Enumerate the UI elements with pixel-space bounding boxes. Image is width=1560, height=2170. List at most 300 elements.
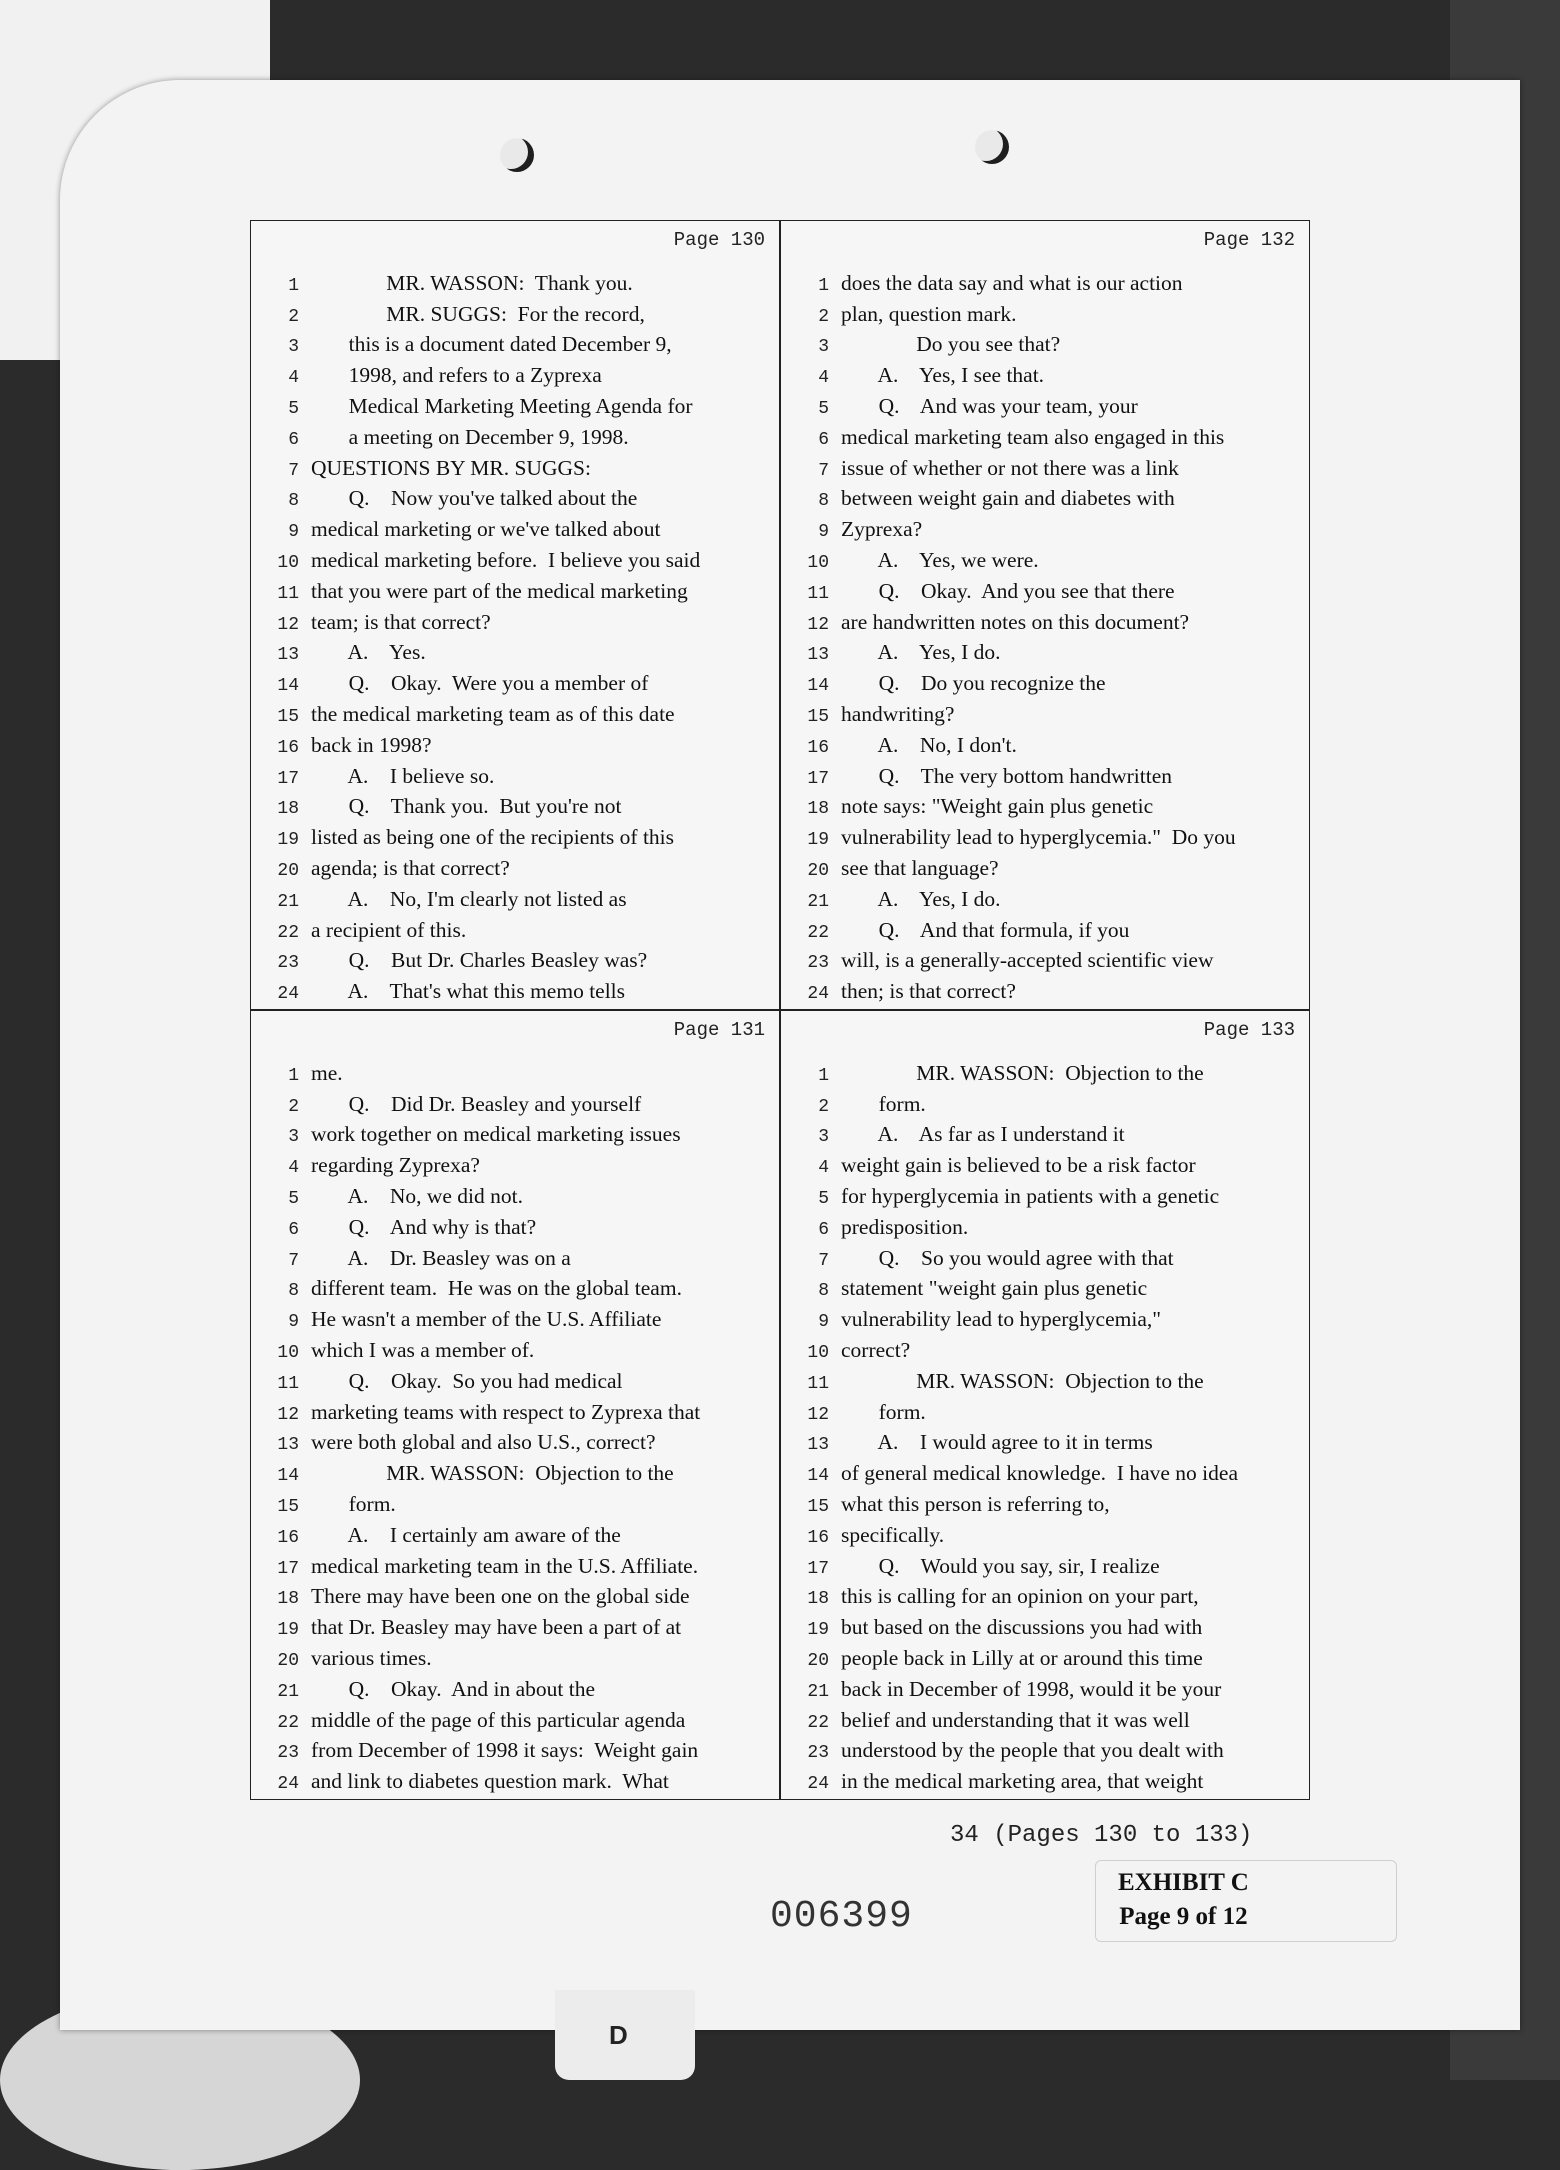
transcript-line: [251, 1609, 779, 1640]
line-number: 3: [818, 1127, 829, 1148]
line-text: A. No, I don't.: [841, 732, 1017, 757]
line-number: 10: [807, 552, 829, 573]
transcript-line: [781, 819, 1309, 850]
line-text: statement "weight gain plus genetic: [841, 1276, 1148, 1301]
line-text: me.: [311, 1060, 343, 1085]
line-text: A. I would agree to it in terms: [841, 1430, 1153, 1455]
line-number: 9: [818, 522, 829, 543]
transcript-line: [781, 1240, 1309, 1271]
line-number: 19: [277, 1620, 299, 1641]
line-number: 13: [807, 645, 829, 666]
transcript-line: [781, 1117, 1309, 1148]
line-number: 6: [288, 429, 299, 450]
line-number: 10: [807, 1342, 829, 1363]
punch-hole-right: [975, 130, 1009, 164]
transcript-line: [781, 296, 1309, 327]
index-tab-letter: D: [609, 2020, 628, 2050]
line-number: 5: [288, 398, 299, 419]
line-number: 22: [277, 922, 299, 943]
line-text: the medical marketing team as of this date: [311, 701, 675, 726]
line-number: 24: [807, 1774, 829, 1795]
line-text: MR. WASSON: Objection to the: [841, 1060, 1204, 1085]
transcript-line: [781, 265, 1309, 296]
line-number: 23: [807, 953, 829, 974]
line-number: 17: [277, 768, 299, 789]
transcript-line: [781, 973, 1309, 1004]
line-text: Q. Did Dr. Beasley and yourself: [311, 1091, 642, 1116]
line-text: in the medical marketing area, that weight: [841, 1769, 1204, 1794]
line-number: 16: [277, 737, 299, 758]
transcript-line: [781, 1394, 1309, 1425]
transcript-line: [251, 1271, 779, 1302]
line-number: 2: [288, 1096, 299, 1117]
punch-hole-left: [500, 138, 534, 172]
line-text: MR. WASSON: Objection to the: [841, 1368, 1204, 1393]
line-text: handwriting?: [841, 701, 955, 726]
transcript-line: [781, 1486, 1309, 1517]
line-number: 7: [818, 460, 829, 481]
line-number: 18: [807, 1589, 829, 1610]
transcript-line: [781, 850, 1309, 881]
line-text: belief and understanding that it was well: [841, 1707, 1190, 1732]
line-text: a recipient of this.: [311, 917, 467, 942]
transcript-line: [251, 665, 779, 696]
line-text: medical marketing before. I believe you said: [311, 547, 701, 572]
transcript-line: [251, 1117, 779, 1148]
line-number: 23: [277, 953, 299, 974]
line-text: medical marketing team in the U.S. Affiliate.: [311, 1553, 699, 1578]
line-text: A. Dr. Beasley was on a: [311, 1245, 571, 1270]
line-number: 23: [277, 1743, 299, 1764]
line-text: Q. Now you've talked about the: [311, 486, 638, 511]
line-text: between weight gain and diabetes with: [841, 486, 1175, 511]
line-number: 7: [288, 460, 299, 481]
transcript-line: [251, 943, 779, 974]
transcript-line: [781, 727, 1309, 758]
line-number: 11: [807, 1373, 829, 1394]
line-number: 14: [277, 676, 299, 697]
line-text: listed as being one of the recipients of this: [311, 825, 675, 850]
transcript-page-132: [780, 220, 1310, 1010]
line-number: 6: [288, 1219, 299, 1240]
line-text: He wasn't a member of the U.S. Affiliate: [311, 1307, 662, 1332]
line-text: Q. But Dr. Charles Beasley was?: [311, 948, 648, 973]
line-number: 9: [288, 1312, 299, 1333]
transcript-line: [251, 1086, 779, 1117]
transcript-line: [251, 1240, 779, 1271]
line-text: MR. WASSON: Thank you.: [311, 270, 633, 295]
line-text: form.: [841, 1091, 926, 1116]
line-text: understood by the people that you dealt with: [841, 1738, 1224, 1763]
transcript-line: [251, 881, 779, 912]
line-number: 22: [807, 1712, 829, 1733]
line-number: 4: [818, 368, 829, 389]
line-text: Q. Thank you. But you're not: [311, 794, 622, 819]
line-number: 21: [277, 1681, 299, 1702]
line-number: 12: [277, 614, 299, 635]
transcript-line: [781, 573, 1309, 604]
transcript-line: [781, 758, 1309, 789]
line-number: 3: [288, 337, 299, 358]
line-number: 4: [818, 1158, 829, 1179]
transcript-line: [781, 789, 1309, 820]
line-text: issue of whether or not there was a link: [841, 455, 1179, 480]
line-text: team; is that correct?: [311, 609, 491, 634]
transcript-line: [251, 604, 779, 635]
transcript-line: [781, 388, 1309, 419]
line-number: 10: [277, 552, 299, 573]
line-text: Q. And was your team, your: [841, 393, 1138, 418]
line-text: see that language?: [841, 855, 999, 880]
line-number: 7: [818, 1250, 829, 1271]
transcript-line: [251, 1455, 779, 1486]
line-number: 12: [807, 614, 829, 635]
line-number: 6: [818, 1219, 829, 1240]
transcript-line: [781, 450, 1309, 481]
transcript-line: [251, 727, 779, 758]
line-number: 14: [807, 1466, 829, 1487]
line-text: medical marketing or we've talked about: [311, 517, 661, 542]
transcript-line: [781, 943, 1309, 974]
line-number: 2: [288, 306, 299, 327]
line-number: 6: [818, 429, 829, 450]
page-label: Page 132: [1203, 229, 1295, 251]
line-text: Q. Would you say, sir, I realize: [841, 1553, 1160, 1578]
transcript-line: [781, 1301, 1309, 1332]
line-text: correct?: [841, 1337, 911, 1362]
line-text: will, is a generally-accepted scientific view: [841, 948, 1214, 973]
line-text: this is a document dated December 9,: [311, 332, 672, 357]
transcript-line: [781, 604, 1309, 635]
transcript-page-130: [250, 220, 780, 1010]
line-number: 22: [277, 1712, 299, 1733]
transcript-line: [251, 1486, 779, 1517]
line-number: 18: [807, 799, 829, 820]
line-number: 13: [277, 645, 299, 666]
transcript-line: [251, 1733, 779, 1764]
transcript-line: [781, 419, 1309, 450]
line-number: 21: [277, 891, 299, 912]
line-number: 17: [277, 1558, 299, 1579]
transcript-line: [781, 1332, 1309, 1363]
line-number: 21: [807, 891, 829, 912]
transcript-line: [251, 388, 779, 419]
line-number: 19: [807, 1620, 829, 1641]
line-number: 8: [288, 1281, 299, 1302]
transcript-line: [781, 1671, 1309, 1702]
line-text: MR. WASSON: Objection to the: [311, 1461, 674, 1486]
transcript-page-133: [780, 1010, 1310, 1800]
transcript-line: [251, 1394, 779, 1425]
line-text: and link to diabetes question mark. What: [311, 1769, 669, 1794]
line-number: 16: [277, 1527, 299, 1548]
line-text: Medical Marketing Meeting Agenda for: [311, 393, 693, 418]
transcript-line: [781, 1178, 1309, 1209]
transcript-line: [251, 1548, 779, 1579]
line-text: A. No, I'm clearly not listed as: [311, 886, 627, 911]
line-number: 20: [807, 1650, 829, 1671]
line-text: are handwritten notes on this document?: [841, 609, 1190, 634]
line-number: 23: [807, 1743, 829, 1764]
line-text: A. No, we did not.: [311, 1183, 524, 1208]
transcript-line: [781, 1147, 1309, 1178]
transcript-line: [251, 635, 779, 666]
transcript-line: [781, 1209, 1309, 1240]
line-text: a meeting on December 9, 1998.: [311, 424, 629, 449]
page-label: Page 133: [1203, 1019, 1295, 1041]
bates-number: 006399: [770, 1895, 913, 1938]
transcript-line: [251, 912, 779, 943]
line-number: 1: [288, 1065, 299, 1086]
transcript-line: [251, 327, 779, 358]
line-list: [781, 1055, 1309, 1794]
line-text: Zyprexa?: [841, 517, 923, 542]
line-number: 1: [818, 1065, 829, 1086]
exhibit-title: EXHIBIT C: [1118, 1869, 1249, 1896]
line-text: plan, question mark.: [841, 301, 1017, 326]
line-number: 9: [288, 522, 299, 543]
line-number: 2: [818, 1096, 829, 1117]
line-text: A. Yes.: [311, 640, 426, 665]
transcript-line: [251, 1671, 779, 1702]
transcript-line: [781, 1640, 1309, 1671]
transcript-line: [781, 1363, 1309, 1394]
exhibit-page: Page 9 of 12: [1119, 1903, 1248, 1930]
line-text: from December of 1998 it says: Weight gain: [311, 1738, 699, 1763]
line-text: back in 1998?: [311, 732, 432, 757]
transcript-line: [781, 1579, 1309, 1610]
line-text: Do you see that?: [841, 332, 1061, 357]
transcript-line: [781, 912, 1309, 943]
line-text: Q. And that formula, if you: [841, 917, 1130, 942]
transcript-line: [781, 1055, 1309, 1086]
line-text: form.: [841, 1399, 926, 1424]
line-text: Q. Okay. And in about the: [311, 1676, 596, 1701]
transcript-line: [781, 1455, 1309, 1486]
transcript-line: [251, 542, 779, 573]
line-number: 11: [277, 1373, 299, 1394]
line-number: 20: [277, 860, 299, 881]
line-text: then; is that correct?: [841, 979, 1016, 1004]
line-number: 24: [277, 984, 299, 1005]
line-text: QUESTIONS BY MR. SUGGS:: [311, 455, 591, 480]
transcript-line: [251, 1702, 779, 1733]
transcript-line: [251, 1209, 779, 1240]
line-text: A. I believe so.: [311, 763, 495, 788]
transcript-line: [251, 1055, 779, 1086]
line-text: weight gain is believed to be a risk factor: [841, 1153, 1196, 1178]
line-text: Q. Do you recognize the: [841, 671, 1106, 696]
line-number: 4: [288, 368, 299, 389]
line-text: A. Yes, we were.: [841, 547, 1039, 572]
line-number: 11: [807, 583, 829, 604]
line-number: 1: [818, 275, 829, 296]
transcript-line: [781, 511, 1309, 542]
transcript-line: [251, 481, 779, 512]
line-number: 11: [277, 583, 299, 604]
transcript-line: [251, 357, 779, 388]
transcript-line: [251, 1763, 779, 1794]
line-number: 8: [288, 491, 299, 512]
line-text: A. Yes, I see that.: [841, 363, 1045, 388]
line-text: A. Yes, I do.: [841, 886, 1001, 911]
line-text: vulnerability lead to hyperglycemia." Do you: [841, 825, 1236, 850]
transcript-line: [781, 1271, 1309, 1302]
index-tab: [555, 1990, 695, 2080]
line-text: regarding Zyprexa?: [311, 1153, 480, 1178]
transcript-line: [251, 265, 779, 296]
line-number: 8: [818, 491, 829, 512]
transcript-grid: [250, 220, 1310, 1800]
transcript-line: [251, 1147, 779, 1178]
line-text: various times.: [311, 1645, 432, 1670]
line-number: 13: [277, 1435, 299, 1456]
transcript-line: [251, 1579, 779, 1610]
exhibit-label: [1118, 1866, 1249, 1934]
transcript-line: [251, 819, 779, 850]
line-number: 14: [277, 1466, 299, 1487]
transcript-line: [781, 357, 1309, 388]
line-number: 15: [277, 706, 299, 727]
line-number: 5: [818, 1188, 829, 1209]
line-number: 24: [807, 984, 829, 1005]
line-number: 19: [277, 830, 299, 851]
line-text: 1998, and refers to a Zyprexa: [311, 363, 602, 388]
line-text: Q. Okay. Were you a member of: [311, 671, 649, 696]
line-number: 20: [277, 1650, 299, 1671]
line-text: There may have been one on the global side: [311, 1584, 690, 1609]
line-number: 21: [807, 1681, 829, 1702]
transcript-line: [251, 789, 779, 820]
transcript-line: [251, 1301, 779, 1332]
transcript-line: [781, 1763, 1309, 1794]
transcript-line: [781, 1425, 1309, 1456]
transcript-line: [781, 481, 1309, 512]
line-list: [251, 1055, 779, 1794]
line-text: MR. SUGGS: For the record,: [311, 301, 645, 326]
line-number: 8: [818, 1281, 829, 1302]
transcript-line: [251, 1332, 779, 1363]
line-text: work together on medical marketing issues: [311, 1122, 681, 1147]
line-number: 15: [277, 1496, 299, 1517]
line-text: different team. He was on the global team.: [311, 1276, 682, 1301]
page-label: Page 131: [673, 1019, 765, 1041]
line-text: A. I certainly am aware of the: [311, 1522, 621, 1547]
line-text: predisposition.: [841, 1214, 969, 1239]
transcript-line: [251, 758, 779, 789]
transcript-line: [251, 696, 779, 727]
line-number: 13: [807, 1435, 829, 1456]
transcript-line: [781, 1548, 1309, 1579]
transcript-line: [251, 450, 779, 481]
line-number: 16: [807, 1527, 829, 1548]
transcript-line: [781, 635, 1309, 666]
line-number: 18: [277, 799, 299, 820]
line-number: 12: [807, 1404, 829, 1425]
line-number: 4: [288, 1158, 299, 1179]
line-number: 12: [277, 1404, 299, 1425]
line-text: vulnerability lead to hyperglycemia,": [841, 1307, 1162, 1332]
line-text: Q. So you would agree with that: [841, 1245, 1174, 1270]
line-text: form.: [311, 1491, 396, 1516]
line-text: specifically.: [841, 1522, 945, 1547]
line-text: that you were part of the medical marketing: [311, 578, 688, 603]
line-number: 10: [277, 1342, 299, 1363]
line-text: agenda; is that correct?: [311, 855, 510, 880]
transcript-line: [781, 881, 1309, 912]
line-text: what this person is referring to,: [841, 1491, 1110, 1516]
transcript-line: [251, 973, 779, 1004]
transcript-line: [781, 696, 1309, 727]
transcript-line: [251, 511, 779, 542]
line-text: which I was a member of.: [311, 1337, 535, 1362]
transcript-line: [251, 1178, 779, 1209]
line-number: 3: [818, 337, 829, 358]
line-number: 19: [807, 830, 829, 851]
transcript-line: [781, 1609, 1309, 1640]
line-number: 5: [818, 398, 829, 419]
transcript-line: [781, 665, 1309, 696]
line-text: of general medical knowledge. I have no idea: [841, 1461, 1238, 1486]
line-number: 1: [288, 275, 299, 296]
transcript-line: [781, 1702, 1309, 1733]
transcript-line: [781, 1517, 1309, 1548]
line-number: 24: [277, 1774, 299, 1795]
line-number: 2: [818, 306, 829, 327]
line-text: Q. Okay. So you had medical: [311, 1368, 623, 1393]
transcript-line: [251, 419, 779, 450]
line-text: medical marketing team also engaged in this: [841, 424, 1225, 449]
line-text: does the data say and what is our action: [841, 270, 1183, 295]
line-number: 15: [807, 1496, 829, 1517]
line-text: back in December of 1998, would it be your: [841, 1676, 1222, 1701]
transcript-line: [781, 542, 1309, 573]
line-number: 17: [807, 1558, 829, 1579]
line-list: [781, 265, 1309, 1004]
page-range: 34 (Pages 130 to 133): [950, 1822, 1253, 1849]
transcript-line: [251, 1363, 779, 1394]
transcript-line: [251, 573, 779, 604]
line-number: 18: [277, 1589, 299, 1610]
line-text: Q. And why is that?: [311, 1214, 537, 1239]
transcript-page-131: [250, 1010, 780, 1800]
transcript-line: [781, 327, 1309, 358]
page-label: Page 130: [673, 229, 765, 251]
transcript-line: [781, 1733, 1309, 1764]
line-number: 16: [807, 737, 829, 758]
line-text: A. Yes, I do.: [841, 640, 1001, 665]
transcript-line: [251, 850, 779, 881]
line-text: that Dr. Beasley may have been a part of at: [311, 1615, 682, 1640]
line-text: marketing teams with respect to Zyprexa that: [311, 1399, 701, 1424]
line-list: [251, 265, 779, 1004]
transcript-line: [251, 296, 779, 327]
transcript-line: [251, 1425, 779, 1456]
transcript-line: [251, 1517, 779, 1548]
line-number: 7: [288, 1250, 299, 1271]
line-text: Q. Okay. And you see that there: [841, 578, 1175, 603]
line-number: 15: [807, 706, 829, 727]
line-text: Q. The very bottom handwritten: [841, 763, 1173, 788]
line-number: 5: [288, 1188, 299, 1209]
line-text: A. That's what this memo tells: [311, 979, 626, 1004]
line-text: A. As far as I understand it: [841, 1122, 1125, 1147]
line-text: for hyperglycemia in patients with a genetic: [841, 1183, 1220, 1208]
line-text: middle of the page of this particular agenda: [311, 1707, 686, 1732]
line-number: 20: [807, 860, 829, 881]
line-number: 22: [807, 922, 829, 943]
line-number: 17: [807, 768, 829, 789]
